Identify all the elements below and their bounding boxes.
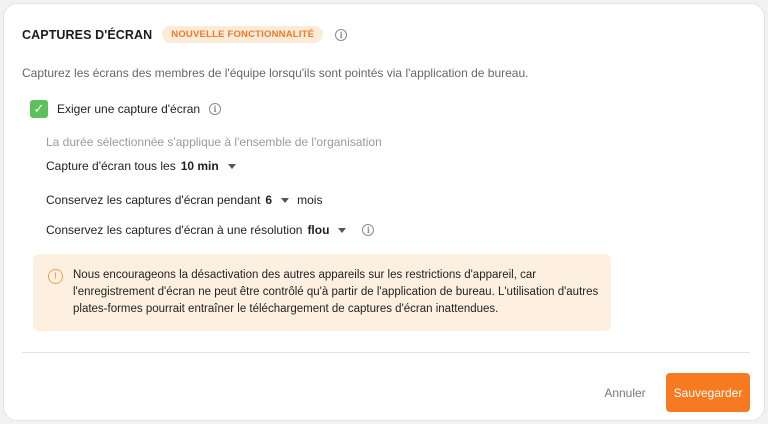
resolution-label: Conservez les captures d'écran à une résolution (46, 223, 303, 237)
section-description: Capturez les écrans des membres de l'équipe lorsqu'ils sont pointés via l'application de bureau. (22, 66, 529, 80)
new-feature-badge: NOUVELLE FONCTIONNALITÉ (162, 26, 323, 43)
save-button[interactable]: Sauvegarder (666, 373, 750, 412)
frequency-setting (46, 159, 236, 173)
chevron-down-icon[interactable] (228, 164, 236, 169)
chevron-down-icon[interactable] (338, 228, 346, 233)
device-restriction-alert (33, 254, 611, 331)
require-screenshot-checkbox[interactable]: ✓ (30, 100, 48, 118)
retention-value[interactable]: 6 (265, 193, 273, 207)
frequency-label: Capture d'écran tous les (46, 159, 176, 173)
screenshot-settings-card (3, 3, 765, 421)
info-icon[interactable]: i (209, 103, 221, 115)
section-header (22, 26, 347, 43)
resolution-setting (46, 223, 374, 237)
frequency-value[interactable]: 10 min (180, 159, 219, 173)
retention-label: Conservez les captures d'écran pendant (46, 193, 261, 207)
require-screenshot-row (30, 100, 221, 118)
chevron-down-icon[interactable] (281, 198, 289, 203)
alert-text: Nous encourageons la désactivation des autres appareils sur les restrictions d'appareil, car l'enregistrement d'écran ne peut être contrôlé qu'à partir de l'application de bureau. L'utilisation d'autres plates-formes pourrait entraîner le téléchargement de captures d'écran inattendues. (73, 269, 599, 315)
require-screenshot-label[interactable]: Exiger une capture d'écran (57, 102, 201, 116)
warning-icon: ! (48, 269, 63, 284)
resolution-value[interactable]: flou (307, 223, 330, 237)
info-icon[interactable]: i (362, 224, 374, 236)
section-title: CAPTURES D'ÉCRAN (22, 27, 153, 42)
retention-unit: mois (297, 193, 323, 207)
cancel-button[interactable]: Annuler (590, 374, 660, 412)
info-icon[interactable]: i (335, 29, 347, 41)
footer-divider (22, 352, 750, 353)
scope-note: La durée sélectionnée s'applique à l'ensemble de l'organisation (46, 135, 382, 149)
retention-setting (46, 193, 322, 207)
